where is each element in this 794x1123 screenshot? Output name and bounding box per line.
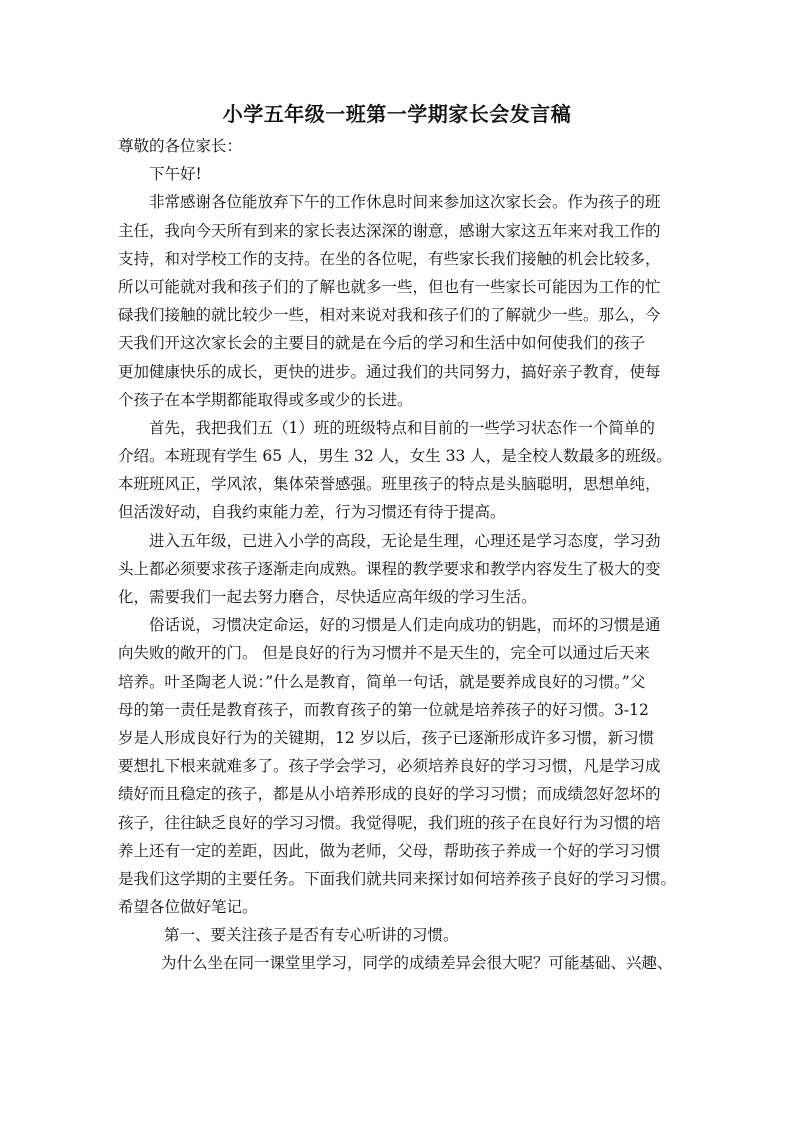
paragraph-line: 是我们这学期的主要任务。下面我们就共同来探讨如何培养孩子良好的学习习惯。 [118,869,677,888]
paragraph-line: 支持，和对学校工作的支持。在坐的各位呢，有些家长我们接触的机会比较多， [118,249,661,268]
greeting: 下午好! [149,165,202,184]
paragraph-line: 孩子，往往缺乏良好的学习习惯。我觉得呢，我们班的孩子在良好行为习惯的培 [118,813,661,832]
paragraph-line: 头上都必须要求孩子逐渐走向成熟。课程的教学要求和教学内容发生了极大的变 [118,559,661,578]
paragraph-line: 首先，我把我们五（1）班的班级特点和目前的一些学习状态作一个简单的 [149,418,655,437]
paragraph-line: 主任，我向今天所有到来的家长表达深深的谢意，感谢大家这五年来对我工作的 [118,221,661,240]
paragraph-line: 非常感谢各位能放弃下午的工作休息时间来参加这次家长会。作为孩子的班 [149,193,661,212]
paragraph-line: 进入五年级，已进入小学的高段，无论是生理，心理还是学习态度，学习劲 [149,531,661,550]
paragraph-line: 化，需要我们一起去努力磨合，尽快适应高年级的学习生活。 [118,588,537,606]
paragraph-line: 为什么坐在同一课堂里学习，同学的成绩差异会很大呢？可能基础、兴趣、 [161,954,673,973]
paragraph-line: 更加健康快乐的成长，更快的进步。通过我们的共同努力，搞好亲子教育，使每 [118,362,661,381]
paragraph-line: 要想扎下根来就难多了。孩子学会学习，必须培养良好的学习习惯，凡是学习成 [118,757,661,776]
paragraph-line: 绩好而且稳定的孩子，都是从小培养形成的良好的学习习惯；而成绩忽好忽坏的 [118,785,661,804]
paragraph-line: 母的第一责任是教育孩子，而教育孩子的第一位就是培养孩子的好习惯。3-12 [118,700,649,719]
paragraph-line: 但活泼好动，自我约束能力差，行为习惯还有待于提高。 [118,503,506,522]
paragraph-line: 个孩子在本学期都能取得或多或少的长进。 [118,390,413,409]
paragraph-line: 俗话说，习惯决定命运，好的习惯是人们走向成功的钥匙，而坏的习惯是通 [149,616,661,635]
paragraph-line: 岁是人形成良好行为的关键期，12 岁以后，孩子已逐渐形成许多习惯，新习惯 [118,728,655,747]
paragraph-line: 向失败的敞开的门。 但是良好的行为习惯并不是天生的，完全可以通过后天来 [118,644,650,663]
paragraph-line: 本班班风正，学风浓，集体荣誉感强。班里孩子的特点是头脑聪明，思想单纯， [118,475,661,494]
paragraph-line: 介绍。本班现有学生 65 人，男生 32 人，女生 33 人，是全校人数最多的班级。 [118,447,672,466]
salutation: 尊敬的各位家长： [118,137,243,155]
paragraph-line: 养上还有一定的差距，因此，做为老师，父母，帮助孩子养成一个好的学习习惯 [118,841,661,860]
document-body [118,132,680,978]
paragraph-line: 所以可能就对我和孩子们的了解也就多一些，但也有一些家长可能因为工作的忙 [118,277,661,296]
paragraph-line: 碌我们接触的就比较少一些，相对来说对我和孩子们的了解就少一些。那么，今 [118,306,661,325]
paragraph-line: 希望各位做好笔记。 [118,898,258,917]
section-heading: 第一、要关注孩子是否有专心听讲的习惯。 [164,926,459,945]
paragraph-line: 天我们开这次家长会的主要目的就是在今后的学习和生活中如何使我们的孩子 [118,334,646,353]
document-title: 小学五年级一班第一学期家长会发言稿 [222,102,572,126]
paragraph-line: 培养。叶圣陶老人说：”什么是教育，简单一句话，就是要养成良好的习惯。”父 [118,672,646,691]
